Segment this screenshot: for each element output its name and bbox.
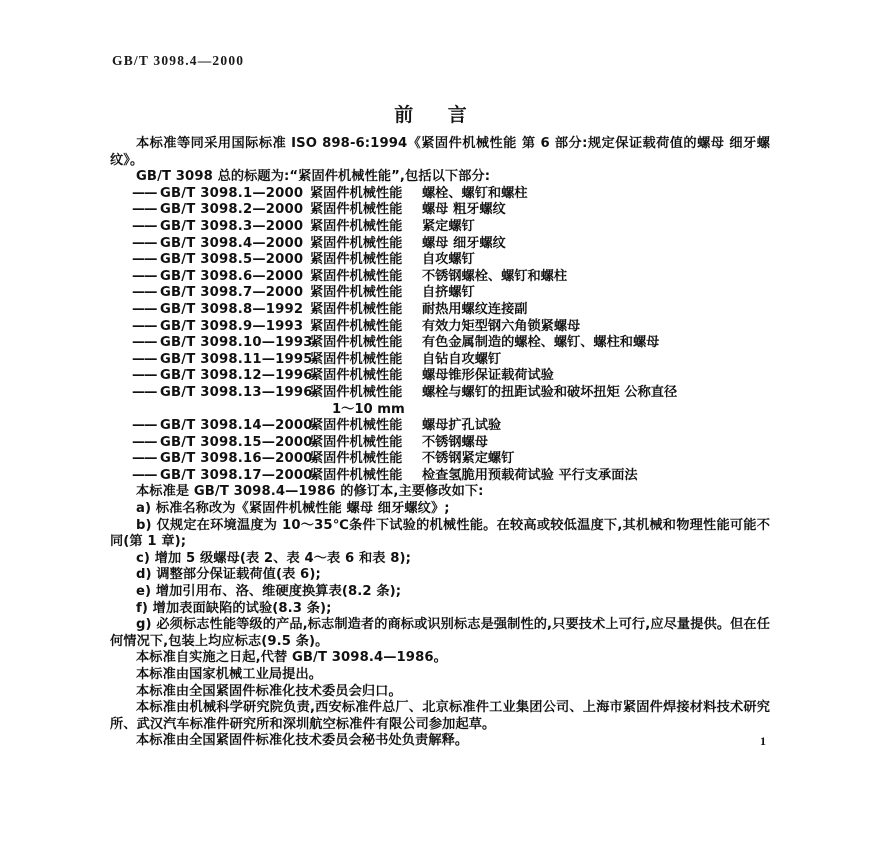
list-desc: 不锈钢螺母 — [422, 434, 488, 450]
list-dash: —— — [132, 434, 157, 450]
list-item — [110, 252, 770, 269]
list-item — [110, 335, 770, 352]
list-item — [110, 236, 770, 253]
list-number: GB/T 3098.12—1996 — [160, 368, 313, 384]
list-item — [110, 186, 770, 203]
list-number: GB/T 3098.2—2000 — [160, 202, 304, 218]
list-desc: 有色金属制造的螺栓、螺钉、螺柱和螺母 — [422, 335, 660, 351]
list-name: 紧固件机械性能 — [310, 368, 403, 384]
list-item — [110, 202, 770, 219]
intro-paragraph-2: GB/T 3098 总的标题为:“紧固件机械性能”,包括以下部分: — [136, 169, 491, 185]
list-name: 紧固件机械性能 — [310, 235, 403, 251]
closing-notes — [110, 650, 770, 750]
page-sheet — [105, 40, 770, 760]
document-body — [110, 136, 770, 750]
list-name: 紧固件机械性能 — [310, 252, 403, 268]
revision-item: b) 仅规定在环境温度为 10～35℃条件下试验的机械性能。在较高或较低温度下,其机械和物理性能可能不同(第 1 章); — [110, 517, 770, 550]
intro-paragraph-1: 本标准等同采用国际标准 ISO 898-6:1994《紧固件机械性能 第 6 部分:规定保证载荷值的螺母 细牙螺纹》。 — [110, 136, 770, 168]
list-desc: 检查氢脆用预载荷试验 平行支承面法 — [422, 467, 638, 483]
list-desc: 自攻螺钉 — [422, 252, 475, 268]
list-desc: 螺母 粗牙螺纹 — [422, 202, 506, 218]
standard-code: GB/T 3098.4—2000 — [112, 53, 245, 68]
closing-note: 本标准由国家机械工业局提出。 — [136, 667, 323, 682]
list-item — [110, 319, 770, 336]
list-number: GB/T 3098.16—2000 — [160, 451, 313, 467]
list-desc: 紧定螺钉 — [422, 218, 475, 234]
list-item — [110, 302, 770, 319]
page-number: 1 — [760, 734, 766, 748]
list-item — [110, 368, 770, 385]
list-desc: 螺母扩孔试验 — [422, 418, 502, 434]
list-desc: 不锈钢螺栓、螺钉和螺柱 — [422, 268, 568, 284]
list-desc: 耐热用螺纹连接副 — [422, 301, 528, 317]
list-name: 紧固件机械性能 — [310, 318, 403, 334]
list-dash: —— — [132, 335, 157, 351]
revision-list — [110, 501, 770, 650]
list-desc: 螺母锥形保证载荷试验 — [422, 368, 554, 384]
closing-note: 本标准由全国紧固件标准化技术委员会秘书处负责解释。 — [136, 733, 469, 749]
list-number: GB/T 3098.7—2000 — [160, 285, 304, 301]
list-item — [110, 219, 770, 236]
list-name: 紧固件机械性能 — [310, 434, 403, 450]
list-name: 紧固件机械性能 — [310, 418, 403, 434]
list-desc: 螺母 细牙螺纹 — [422, 235, 506, 251]
revision-item: f) 增加表面缺陷的试验(8.3 条); — [136, 600, 332, 616]
closing-note: 本标准由机械科学研究院负责,西安标准件总厂、北京标准件工业集团公司、上海市紧固件焊接材料技术研究所、武汉汽车标准件研究所和深圳航空标准件有限公司参加起草。 — [110, 700, 770, 732]
list-dash: —— — [132, 318, 157, 334]
list-item — [110, 269, 770, 286]
list-dash: —— — [132, 467, 157, 483]
list-dash: —— — [132, 368, 157, 384]
list-item-continuation: 1～10 mm — [332, 401, 405, 417]
list-desc: 自钻自攻螺钉 — [422, 351, 502, 367]
list-number: GB/T 3098.3—2000 — [160, 218, 304, 234]
list-dash: —— — [132, 268, 157, 284]
list-number: GB/T 3098.5—2000 — [160, 252, 304, 268]
list-dash: —— — [132, 418, 157, 434]
list-number: GB/T 3098.14—2000 — [160, 418, 313, 434]
list-name: 紧固件机械性能 — [310, 467, 403, 483]
list-item — [110, 285, 770, 302]
list-desc: 螺栓、螺钉和螺柱 — [422, 185, 528, 201]
list-number: GB/T 3098.17—2000 — [160, 467, 313, 483]
revision-item: a) 标准名称改为《紧固件机械性能 螺母 细牙螺纹》; — [136, 501, 450, 517]
list-desc: 有效力矩型钢六角锁紧螺母 — [422, 318, 581, 334]
list-dash: —— — [132, 384, 157, 400]
list-number: GB/T 3098.6—2000 — [160, 268, 304, 284]
revision-item: d) 调整部分保证载荷值(表 6); — [136, 567, 321, 583]
list-dash: —— — [132, 235, 157, 251]
list-name: 紧固件机械性能 — [310, 384, 403, 400]
revision-lead: 本标准是 GB/T 3098.4—1986 的修订本,主要修改如下: — [136, 484, 484, 500]
list-dash: —— — [132, 252, 157, 268]
list-item — [110, 385, 770, 402]
page-title: 前 言 — [394, 104, 481, 126]
list-dash: —— — [132, 218, 157, 234]
list-number: GB/T 3098.11—1995 — [160, 351, 313, 367]
revision-item: e) 增加引用布、洛、维硬度换算表(8.2 条); — [136, 584, 402, 600]
list-dash: —— — [132, 285, 157, 301]
closing-note: 本标准自实施之日起,代替 GB/T 3098.4—1986。 — [136, 650, 447, 666]
list-item — [110, 468, 770, 485]
list-number: GB/T 3098.15—2000 — [160, 434, 313, 450]
list-name: 紧固件机械性能 — [310, 285, 403, 301]
list-dash: —— — [132, 351, 157, 367]
list-item — [110, 352, 770, 369]
list-desc: 自挤螺钉 — [422, 285, 475, 301]
closing-note: 本标准由全国紧固件标准化技术委员会归口。 — [136, 683, 402, 699]
list-name: 紧固件机械性能 — [310, 202, 403, 218]
list-name: 紧固件机械性能 — [310, 185, 403, 201]
list-dash: —— — [132, 185, 157, 201]
list-number: GB/T 3098.13—1996 — [160, 384, 313, 400]
list-desc: 不锈钢紧定螺钉 — [422, 451, 515, 467]
list-item — [110, 418, 770, 435]
list-item — [110, 451, 770, 468]
list-number: GB/T 3098.9—1993 — [160, 318, 304, 334]
list-desc: 螺栓与螺钉的扭距试验和破坏扭矩 公称直径 — [422, 384, 678, 400]
list-name: 紧固件机械性能 — [310, 351, 403, 367]
list-number: GB/T 3098.8—1992 — [160, 301, 304, 317]
list-dash: —— — [132, 202, 157, 218]
list-name: 紧固件机械性能 — [310, 451, 403, 467]
list-name: 紧固件机械性能 — [310, 335, 403, 351]
list-name: 紧固件机械性能 — [310, 268, 403, 284]
list-item — [110, 435, 770, 452]
list-name: 紧固件机械性能 — [310, 301, 403, 317]
list-name: 紧固件机械性能 — [310, 218, 403, 234]
list-dash: —— — [132, 301, 157, 317]
list-number: GB/T 3098.4—2000 — [160, 235, 304, 251]
parts-list — [110, 186, 770, 485]
revision-item: c) 增加 5 级螺母(表 2、表 4～表 6 和表 8); — [136, 550, 412, 566]
revision-item: g) 必须标志性能等级的产品,标志制造者的商标或识别标志是强制性的,只要技术上可行,应尽量提供。但在任何情况下,包装上均应标志(9.5 条)。 — [110, 617, 770, 649]
list-dash: —— — [132, 451, 157, 467]
list-number: GB/T 3098.1—2000 — [160, 185, 304, 201]
list-number: GB/T 3098.10—1993 — [160, 335, 313, 351]
